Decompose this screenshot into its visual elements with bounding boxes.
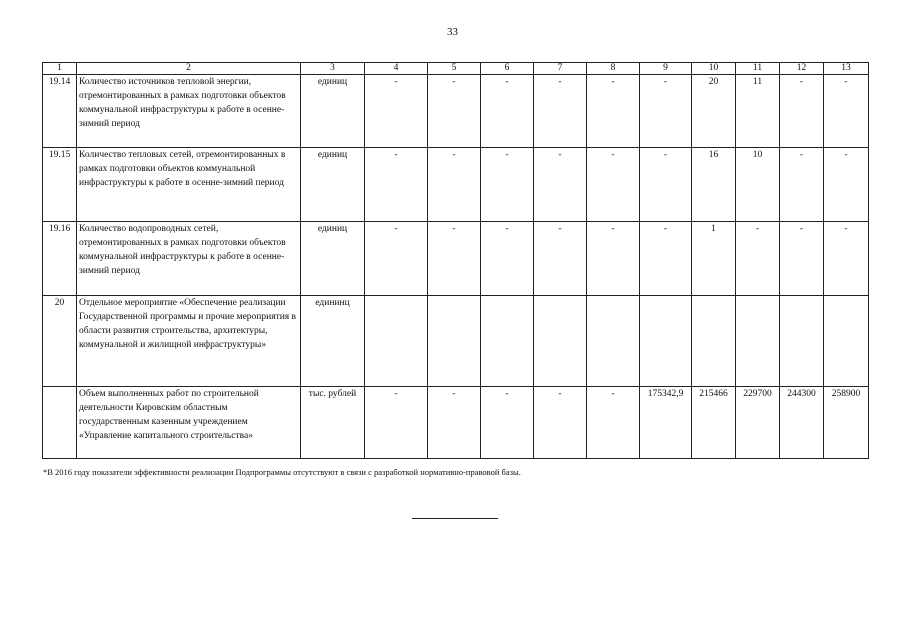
value-cell: - [640, 148, 692, 222]
value-cell: - [780, 148, 824, 222]
value-cell: - [640, 75, 692, 148]
value-cell: 20 [692, 75, 736, 148]
value-cell: - [587, 222, 640, 296]
column-number: 5 [428, 63, 481, 75]
value-cell [587, 296, 640, 387]
column-number: 6 [481, 63, 534, 75]
value-cell: - [587, 75, 640, 148]
value-cell: - [587, 387, 640, 459]
value-cell [736, 296, 780, 387]
value-cell [365, 296, 428, 387]
row-number [43, 387, 77, 459]
value-cell [780, 296, 824, 387]
value-cell: - [365, 222, 428, 296]
value-cell [640, 296, 692, 387]
value-cell [692, 296, 736, 387]
value-cell [428, 296, 481, 387]
value-cell: 11 [736, 75, 780, 148]
value-cell: - [365, 148, 428, 222]
value-cell: - [587, 148, 640, 222]
unit: едининц [301, 296, 365, 387]
value-cell: - [534, 148, 587, 222]
value-cell: - [481, 222, 534, 296]
table-row [43, 222, 869, 296]
table-row [43, 148, 869, 222]
value-cell [481, 296, 534, 387]
value-cell [534, 296, 587, 387]
column-number: 10 [692, 63, 736, 75]
end-rule-divider [412, 518, 498, 519]
column-number: 8 [587, 63, 640, 75]
page-number: 33 [447, 26, 458, 38]
indicator-name: Количество источников тепловой энергии, отремонтированных в рамках подготовки объектов коммунальной инфраструктуры к работе в осенне-зимний период [77, 75, 301, 148]
value-cell: - [780, 75, 824, 148]
unit: тыс. рублей [301, 387, 365, 459]
indicator-name: Объем выполненных работ по строительной деятельности Кировским областным государственным казенным учреждением «Управление капитального строительства» [77, 387, 301, 459]
value-cell: - [428, 222, 481, 296]
row-number: 20 [43, 296, 77, 387]
value-cell: - [534, 222, 587, 296]
value-cell: - [824, 222, 869, 296]
value-cell: 215466 [692, 387, 736, 459]
row-number: 19.14 [43, 75, 77, 148]
indicators-table [42, 62, 869, 459]
value-cell: - [534, 387, 587, 459]
value-cell: - [481, 148, 534, 222]
column-number: 7 [534, 63, 587, 75]
value-cell: - [824, 148, 869, 222]
column-number-row [43, 63, 869, 75]
column-number: 9 [640, 63, 692, 75]
table-row [43, 387, 869, 459]
indicator-name: Отдельное мероприятие «Обеспечение реализации Государственной программы и прочие мероприятия в области развития строительства, архитектуры, коммунальной и жилищной инфраструктуры» [77, 296, 301, 387]
column-number: 2 [77, 63, 301, 75]
column-number: 3 [301, 63, 365, 75]
value-cell: 229700 [736, 387, 780, 459]
value-cell: - [736, 222, 780, 296]
value-cell: - [428, 148, 481, 222]
value-cell: - [534, 75, 587, 148]
value-cell: 175342,9 [640, 387, 692, 459]
value-cell: - [824, 75, 869, 148]
footnote: *В 2016 году показатели эффективности реализации Подпрограммы отсутствуют в связи с разработкой нормативно-правовой базы. [43, 467, 521, 477]
value-cell: 16 [692, 148, 736, 222]
value-cell [824, 296, 869, 387]
column-number: 12 [780, 63, 824, 75]
column-number: 4 [365, 63, 428, 75]
row-number: 19.15 [43, 148, 77, 222]
table-row [43, 296, 869, 387]
row-number: 19.16 [43, 222, 77, 296]
value-cell: 258900 [824, 387, 869, 459]
value-cell: 1 [692, 222, 736, 296]
value-cell: - [481, 387, 534, 459]
value-cell: - [428, 387, 481, 459]
unit: единиц [301, 148, 365, 222]
unit: единиц [301, 222, 365, 296]
indicator-name: Количество тепловых сетей, отремонтированных в рамках подготовки объектов коммунальной инфраструктуры к работе в осенне-зимний период [77, 148, 301, 222]
value-cell: - [481, 75, 534, 148]
value-cell: 10 [736, 148, 780, 222]
value-cell: - [428, 75, 481, 148]
column-number: 11 [736, 63, 780, 75]
value-cell: - [640, 222, 692, 296]
value-cell: - [365, 387, 428, 459]
column-number: 1 [43, 63, 77, 75]
column-number: 13 [824, 63, 869, 75]
value-cell: - [780, 222, 824, 296]
table-row [43, 75, 869, 148]
value-cell: 244300 [780, 387, 824, 459]
unit: единиц [301, 75, 365, 148]
value-cell: - [365, 75, 428, 148]
indicator-name: Количество водопроводных сетей, отремонтированных в рамках подготовки объектов коммунальной инфраструктуры к работе в осенне-зимний период [77, 222, 301, 296]
